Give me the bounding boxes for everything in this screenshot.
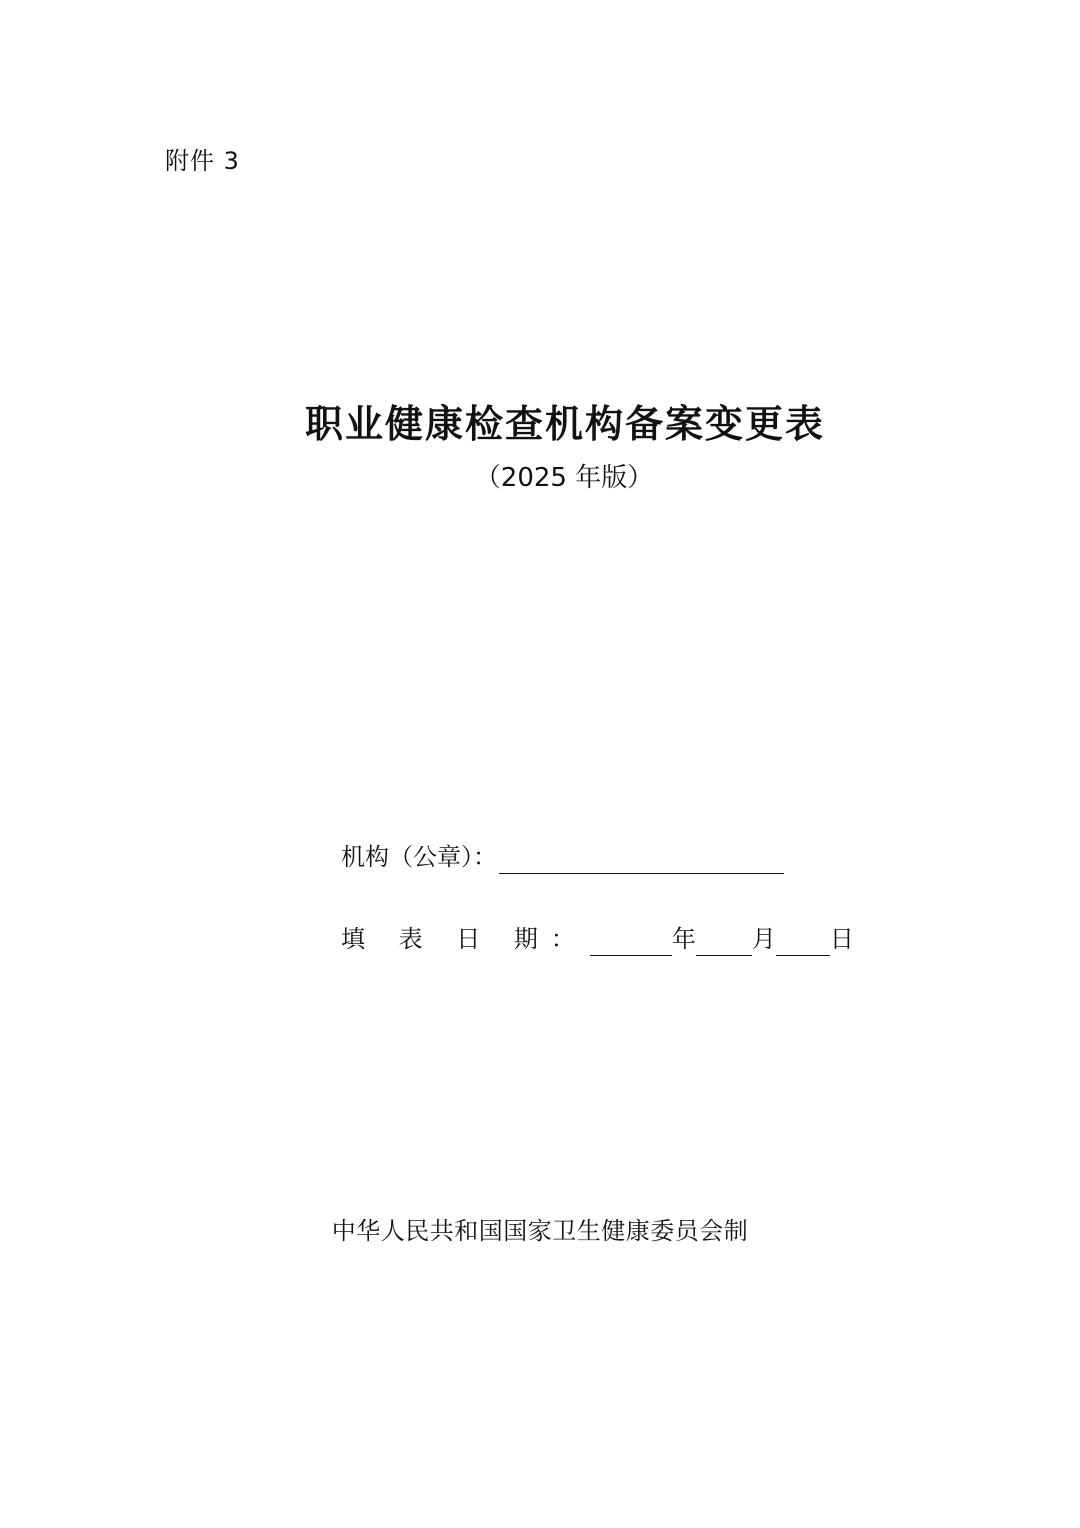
year-unit: 年 — [671, 925, 696, 953]
date-label: 填 表 日 期： — [341, 925, 588, 953]
attachment-label: 附件 3 — [165, 147, 240, 175]
document-title: 职业健康检查机构备案变更表 — [304, 401, 825, 446]
organization-blank-line[interactable] — [499, 843, 784, 874]
date-field-row — [341, 922, 854, 956]
issuer-label: 中华人民共和国国家卫生健康委员会制 — [331, 1217, 749, 1245]
month-unit: 月 — [751, 925, 776, 953]
organization-field-row — [341, 840, 784, 874]
day-unit: 日 — [829, 925, 854, 953]
day-blank-line[interactable] — [776, 925, 830, 956]
organization-label: 机构（公章）： — [341, 843, 497, 871]
year-blank-line[interactable] — [590, 925, 672, 956]
edition-label: （2025 年版） — [474, 463, 654, 493]
month-blank-line[interactable] — [696, 925, 752, 956]
